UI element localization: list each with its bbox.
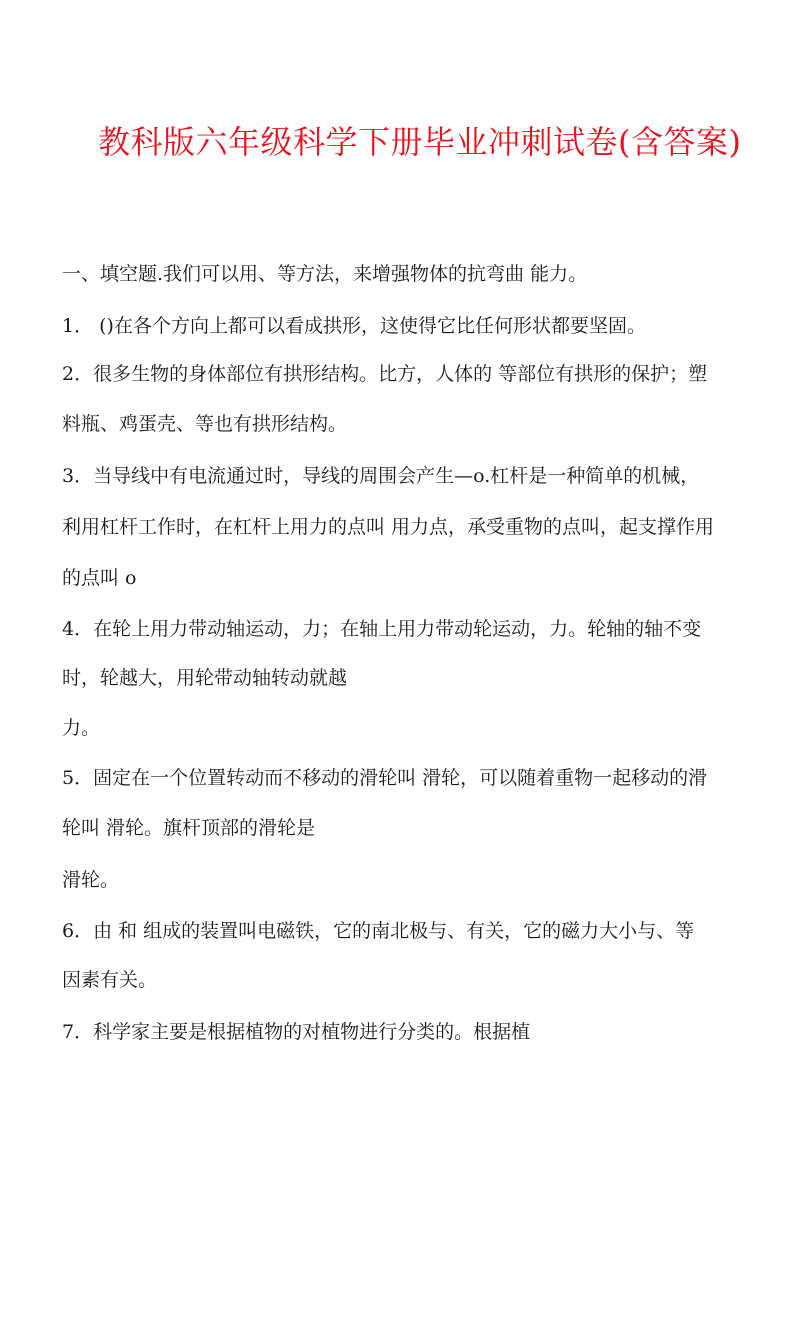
text-line: 利用杠杆工作时，在杠杆上用力的点叫 用力点，承受重物的点叫，起支撑作用 [62,516,715,538]
text-line: 时，轮越大，用轮带动轴转动就越 [62,667,348,689]
text-line: 力。 [62,717,101,739]
text-line: 的点叫 o [62,567,137,589]
text-line: 料瓶、鸡蛋壳、等也有拱形结构。 [62,413,348,435]
text-line: 7．科学家主要是根据植物的对植物进行分类的。根据植 [62,1021,531,1043]
text-line: 一、填空题.我们可以用、等方法，来增强物体的抗弯曲 能力。 [62,263,588,285]
text-line: 1． ()在各个方向上都可以看成拱形，这使得它比任何形状都要坚固。 [62,315,646,337]
document-title: 教科版六年级科学下册毕业冲刺试卷(含答案) [98,123,742,161]
text-line: 6．由 和 组成的装置叫电磁铁，它的南北极与、有关，它的磁力大小与、等 [62,920,695,942]
text-line: 4．在轮上用力带动轴运动，力；在轴上用力带动轮运动，力。轮轴的轴不变 [62,618,702,640]
text-line: 3．当导线中有电流通过时，导线的周围会产生—o.杠杆是一种简单的机械， [62,465,700,487]
text-line: 轮叫 滑轮。旗杆顶部的滑轮是 [62,817,316,839]
text-line: 滑轮。 [62,869,120,891]
text-line: 因素有关。 [62,969,158,991]
text-line: 5．固定在一个位置转动而不移动的滑轮叫 滑轮，可以随着重物一起移动的滑 [62,767,708,789]
text-line: 2．很多生物的身体部位有拱形结构。比方，人体的 等部位有拱形的保护；塑 [62,363,708,385]
